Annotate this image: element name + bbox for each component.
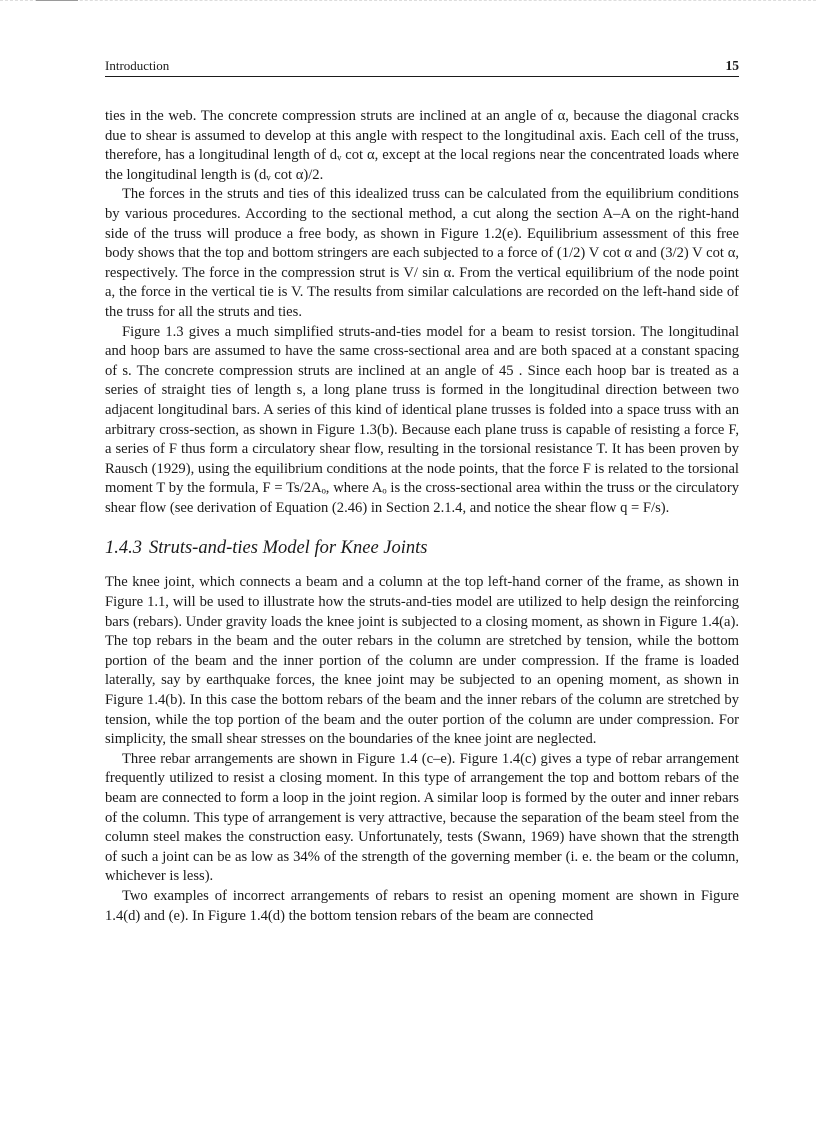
section-number: 1.4.3 [105, 538, 142, 559]
page-trim-line [0, 0, 816, 1]
paragraph-5: Three rebar arrangements are shown in Figure 1.4 (c–e). Figure 1.4(c) gives a type of rebar arrangement frequently utilized to resist a closing moment. In this type of arrangement the top and bottom rebars of the beam are connected to form a loop in the joint region. A similar loop is formed by the outer and inner rebars of the column. This type of arrangement is very attractive, because the separation of the beam steel from the column steel makes the construction easy. Unfortunately, tests (Swann, 1969) have shown that the strength of such a joint can be as low as 34% of the strength of the governing member (i. e. the beam or the column, whichever is less). [105, 750, 739, 885]
running-head [105, 58, 739, 77]
crop-mark [36, 0, 78, 1]
paragraph-6: Two examples of incorrect arrangements of rebars to resist an opening moment are shown in Figure 1.4(d) and (e). In Figure 1.4(d) the bottom tension rebars of the beam are connected [105, 887, 739, 924]
body-text [105, 107, 739, 926]
paragraph-2: The forces in the struts and ties of this idealized truss can be calculated from the equilibrium conditions by various procedures. According to the sectional method, a cut along the section A–A on the right-hand side of the truss will produce a free body, as shown in Figure 1.2(e). Equilibrium assessment of this free body shows that the top and bottom stringers are each subjected to a force of (1/2) V cot α and (3/2) V cot α, respectively. The force in the compression strut is V/ sin α. From the vertical equilibrium of the node point a, the force in the vertical tie is V. The results from similar calculations are recorded on the left-hand side of the truss for all the struts and ties. [105, 186, 739, 320]
page-number: 15 [725, 58, 739, 73]
section-title: Struts-and-ties Model for Knee Joints [149, 538, 428, 559]
section-heading [105, 537, 739, 559]
paragraph-1: ties in the web. The concrete compression struts are inclined at an angle of α, because the diagonal cracks due to shear is assumed to develop at this angle with respect to the longitudinal axis. Each cell of the truss, therefore, has a longitudinal length of dᵥ cot α, except at the local regions near the concentrated loads where the longitudinal length is (dᵥ cot α)/2. [105, 108, 739, 183]
running-head-title: Introduction [105, 58, 170, 73]
paragraph-3: Figure 1.3 gives a much simplified struts-and-ties model for a beam to resist torsion. The longitudinal and hoop bars are assumed to have the same cross-sectional area and are both spaced at a constant spacing of s. The concrete compression struts are inclined at an angle of 45 . Since each hoop bar is treated as a series of straight ties of length s, a long plane truss is formed in the longitudinal direction between two adjacent longitudinal bars. A series of this kind of identical plane trusses is folded into a space truss with an arbitrary cross-section, as shown in Figure 1.3(b). Because each plane truss is capable of resisting a force F, a series of F thus form a circulatory shear flow, resulting in the torsional resistance T. It has been proven by Rausch (1929), using the equilibrium conditions at the node points, that the force F is related to the torsional moment T by the formula, F = Ts/2Aₒ, where Aₒ is the cross-sectional area within the truss or the circulatory shear flow (see derivation of Equation (2.46) in Section 2.1.4, and notice the shear flow q = F/s). [105, 323, 739, 516]
paragraph-4: The knee joint, which connects a beam and a column at the top left-hand corner of the frame, as shown in Figure 1.1, will be used to illustrate how the struts-and-ties model are utilized to help design the reinforcing bars (rebars). Under gravity loads the knee joint is subjected to a closing moment, as shown in Figure 1.4(a). The top rebars in the beam and the outer rebars in the column are stretched by tension, while the bottom portion of the beam and the inner portion of the column are under compression. If the frame is loaded laterally, say by earthquake forces, the knee joint may be subjected to an opening moment, as shown in Figure 1.4(b). In this case the bottom rebars of the beam and the inner rebars of the column are stretched by tension, while the top portion of the beam and the outer portion of the column are under compression. For simplicity, the small shear stresses on the boundaries of the knee joint are neglected. [105, 574, 739, 748]
